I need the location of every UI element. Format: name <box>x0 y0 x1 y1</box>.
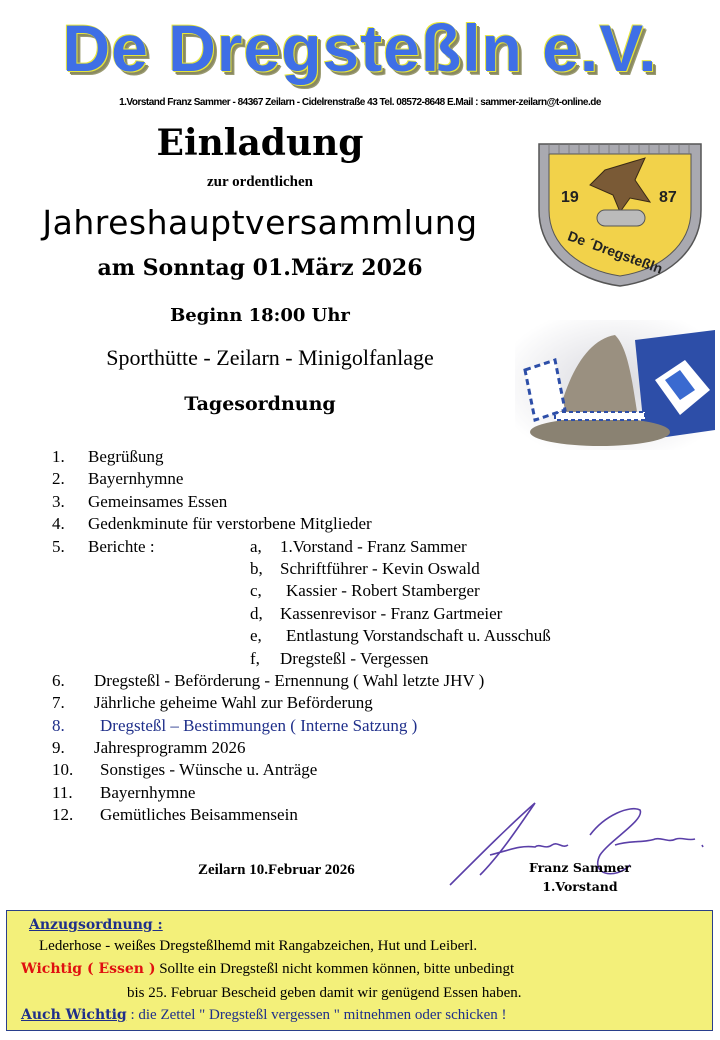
also-important-notice <box>21 1007 506 1024</box>
event-location: Sporthütte - Zeilarn - Minigolfanlage <box>106 345 434 370</box>
signer-role: 1.Vorstand <box>542 879 618 894</box>
invitation-subtitle: zur ordentlichen <box>207 174 313 190</box>
club-badge-icon <box>535 140 705 288</box>
agenda-item: 1. Begrüßung <box>52 447 164 466</box>
agenda-item: 4. Gedenkminute für verstorbene Mitglieder <box>52 514 372 534</box>
agenda-item: 9. Jahresprogramm 2026 <box>52 738 246 758</box>
important-text-continued: bis 25. Februar Bescheid geben damit wir genügend Essen haben. <box>127 985 522 1001</box>
important-text: Sollte ein Dregsteßl nicht kommen können, bitte unbedingt <box>155 961 515 977</box>
also-important-text: : die Zettel " Dregsteßl vergessen " mitnehmen oder schicken ! <box>126 1007 507 1023</box>
also-important-label: Auch Wichtig <box>21 1007 127 1023</box>
agenda-item: 11. Bayernhymne <box>52 782 196 802</box>
agenda-item: 2. Bayernhymne <box>52 469 184 489</box>
club-title: De Dregsteßln e.V. <box>62 11 658 85</box>
report-item: f, Dregsteßl - Vergessen <box>250 648 429 668</box>
agenda-item: 6. Dregsteßl - Beförderung - Ernennung ( Wahl letzte JHV ) <box>52 670 485 690</box>
important-notice <box>21 961 514 978</box>
hat-photo <box>515 320 715 450</box>
notice-box <box>6 910 713 1031</box>
report-item: b, Schriftführer - Kevin Oswald <box>250 558 480 578</box>
svg-text:De ´Dregsteßln: De ´Dregsteßln <box>565 227 665 277</box>
dress-code-text: Lederhose - weißes Dregsteßlhemd mit Rangabzeichen, Hut und Leiberl. <box>39 938 478 954</box>
report-item: d, Kassenrevisor - Franz Gartmeier <box>250 603 503 623</box>
event-date: am Sonntag 01.März 2026 <box>97 255 423 281</box>
agenda-item: 8. Dregsteßl – Bestimmungen ( Interne Satzung ) <box>52 715 418 735</box>
svg-text:19: 19 <box>561 189 579 206</box>
agenda-item: 3. Gemeinsames Essen <box>52 491 228 511</box>
dress-code-heading: Anzugsordnung : <box>29 917 163 933</box>
agenda-item: 5. Berichte : a, 1.Vorstand - Franz Sammer <box>52 536 467 556</box>
report-item: c, Kassier - Robert Stamberger <box>250 581 480 601</box>
signer-name: Franz Sammer <box>529 860 631 875</box>
agenda-list <box>52 446 712 827</box>
agenda-heading: Tagesordnung <box>184 393 336 415</box>
report-item: e, Entlastung Vorstandschaft u. Ausschuß <box>250 626 551 646</box>
agenda-item: 12. Gemütliches Beisammensein <box>52 805 298 825</box>
address-line: 1.Vorstand Franz Sammer - 84367 Zeilarn - Cidelrenstraße 43 Tel. 08572-8648 E.Mail : sammer-zeilarn@t-online.de <box>119 97 601 108</box>
place-date: Zeilarn 10.Februar 2026 <box>198 862 355 878</box>
event-name: Jahreshauptversammlung <box>42 203 478 242</box>
invitation-title: Einladung <box>156 122 364 164</box>
important-label: Wichtig ( Essen ) <box>21 961 156 977</box>
agenda-item: 7. Jährliche geheime Wahl zur Beförderung <box>52 693 373 713</box>
agenda-item: 10. Sonstiges - Wünsche u. Anträge <box>52 760 318 780</box>
event-start-time: Beginn 18:00 Uhr <box>170 305 350 326</box>
svg-text:87: 87 <box>659 189 677 206</box>
